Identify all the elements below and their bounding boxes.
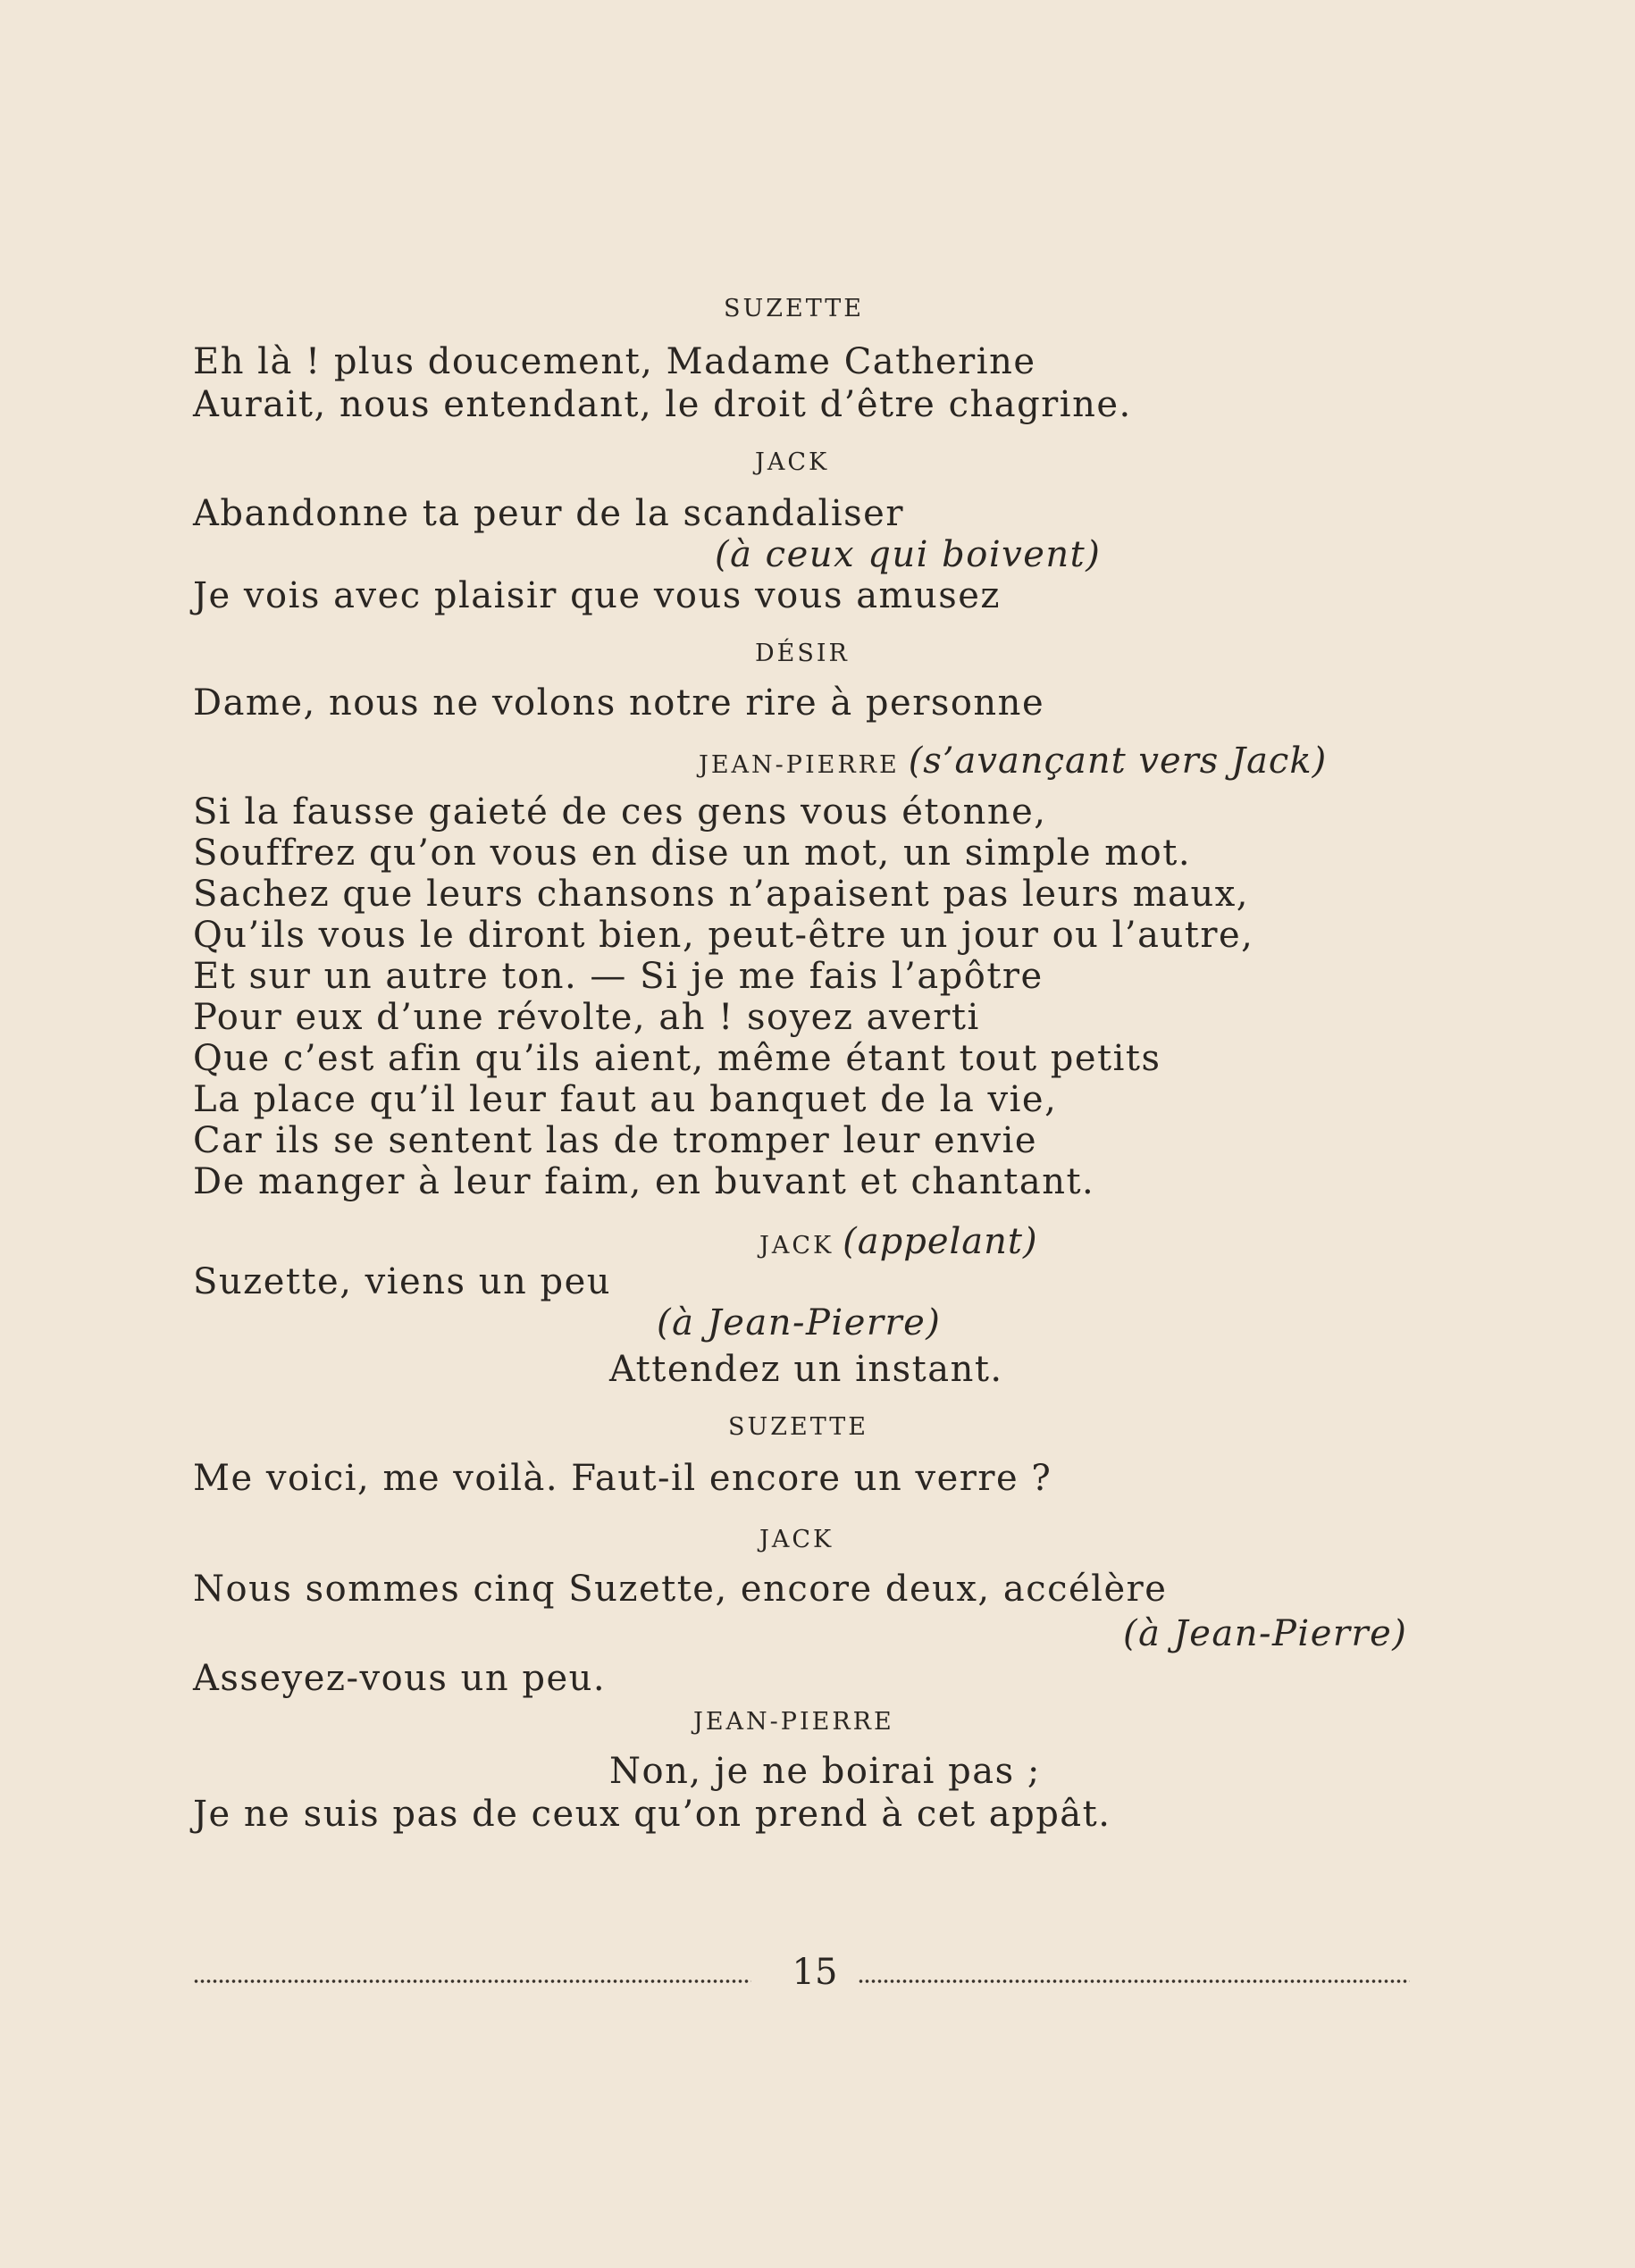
page-number: 15 [792, 1952, 838, 1993]
stage-direction: (appelant) [843, 1221, 1038, 1262]
speaker-name: JACK [759, 1232, 834, 1260]
stage-direction: (à Jean-Pierre) [1123, 1613, 1408, 1654]
stage-direction: (à ceux qui boivent) [715, 534, 1102, 575]
speaker-name: JEAN-PIERRE [699, 751, 900, 779]
speaker-jack: JACK [759, 1526, 834, 1553]
verse-line: Pour eux d’une révolte, ah ! soyez averti [193, 997, 980, 1038]
page-footer [193, 1952, 1410, 1993]
speaker-suzette: SUZETTE [724, 295, 864, 322]
verse-line: De manger à leur faim, en buvant et chantant. [193, 1161, 1095, 1202]
verse-line: Attendez un instant. [609, 1349, 1003, 1390]
speaker-desir: DÉSIR [755, 640, 850, 667]
verse-line: Sachez que leurs chansons n’apaisent pas leurs maux, [193, 874, 1250, 915]
verse-line: Car ils se sentent las de tromper leur envie [193, 1120, 1038, 1161]
verse-line: La place qu’il leur faut au banquet de la vie, [193, 1079, 1058, 1120]
verse-line: Je vois avec plaisir que vous vous amusez [193, 575, 1001, 616]
speaker-jean-pierre [699, 741, 1328, 782]
speaker-suzette: SUZETTE [728, 1413, 868, 1441]
verse-line: Souffrez qu’on vous en dise un mot, un simple mot. [193, 833, 1192, 874]
verse-line: Me voici, me voilà. Faut-il encore un verre ? [193, 1458, 1052, 1499]
verse-line: Suzette, viens un peu [193, 1261, 612, 1302]
verse-line: Et sur un autre ton. — Si je me fais l’apôtre [193, 956, 1044, 997]
verse-line: Eh là ! plus doucement, Madame Catherine [193, 341, 1036, 382]
stage-direction: (à Jean-Pierre) [657, 1302, 942, 1343]
verse-line: Qu’ils vous le diront bien, peut-être un jour ou l’autre, [193, 915, 1254, 956]
verse-line: Si la fausse gaieté de ces gens vous étonne, [193, 791, 1047, 833]
speaker-jack: JACK [755, 448, 830, 476]
verse-line: Non, je ne boirai pas ; [609, 1751, 1041, 1792]
speaker-jack [759, 1221, 1038, 1262]
verse-line: Aurait, nous entendant, le droit d’être chagrine. [193, 384, 1132, 425]
dotted-rule-right [858, 1979, 1410, 1984]
verse-line: Je ne suis pas de ceux qu’on prend à cet appât. [193, 1794, 1111, 1835]
dotted-rule-left [193, 1979, 751, 1984]
stage-direction: (s’avançant vers Jack) [908, 741, 1328, 782]
verse-line: Asseyez-vous un peu. [193, 1658, 607, 1699]
speaker-jean-pierre: JEAN-PIERRE [693, 1708, 894, 1736]
verse-line: Nous sommes cinq Suzette, encore deux, accélère [193, 1569, 1168, 1610]
verse-line: Abandonne ta peur de la scandaliser [193, 493, 904, 534]
verse-line: Dame, nous ne volons notre rire à personne [193, 682, 1045, 724]
verse-line: Que c’est afin qu’ils aient, même étant tout petits [193, 1038, 1161, 1079]
